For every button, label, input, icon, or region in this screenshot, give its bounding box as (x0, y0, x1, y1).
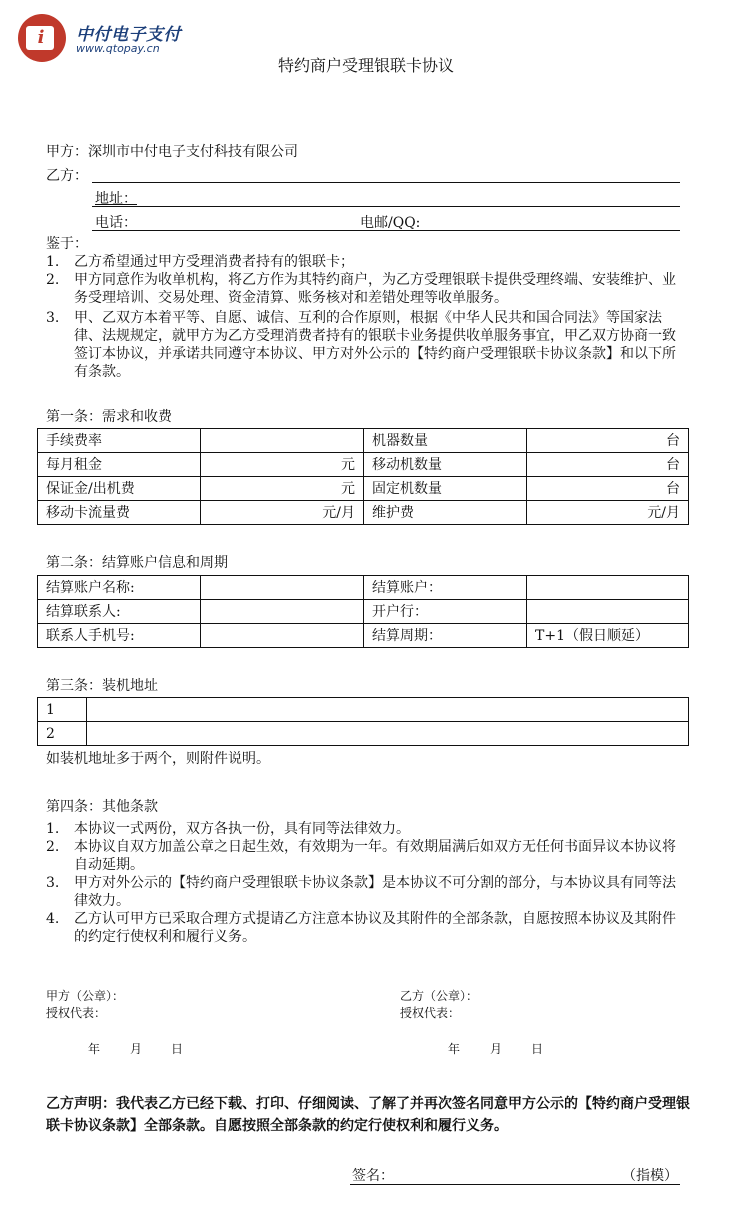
fees-value[interactable]: 台 (527, 477, 689, 501)
address-value[interactable] (87, 698, 689, 722)
settlement-label: 结算账户： (364, 576, 527, 600)
whereas-item-text: 甲、乙双方本着平等、自愿、诚信、互利的合作原则，根据《中华人民共和国合同法》等国家法律、法规规定，就甲方为乙方受理消费者持有的银联卡业务提供收单服务事宜，甲乙双方协商一致签订本协议，并承诺共同遵守本协议、甲方对外公示的【特约商户受理银联卡协议条款】和以下所有条款。 (74, 310, 676, 380)
phone-email-line[interactable] (92, 230, 680, 231)
settlement-table (37, 575, 689, 648)
article4-item-4 (46, 910, 687, 946)
settlement-label: 结算联系人: (38, 600, 201, 624)
settlement-label: 结算周期： (364, 624, 527, 648)
article4-item-text: 本协议一式两份，双方各执一份，具有同等法律效力。 (74, 821, 410, 837)
party-jia: 甲方：深圳市中付电子支付科技有限公司 (46, 144, 298, 160)
article4-item-3 (46, 874, 687, 910)
settlement-value[interactable] (201, 576, 364, 600)
address-value[interactable] (87, 722, 689, 746)
whereas-item-text: 乙方希望通过甲方受理消费者持有的银联卡； (74, 254, 354, 270)
fees-label: 维护费 (364, 501, 527, 525)
sign-label: 签名： (352, 1168, 394, 1184)
table-row (38, 698, 689, 722)
table-row (38, 600, 689, 624)
article4-item-1 (46, 820, 687, 838)
settlement-value[interactable] (201, 624, 364, 648)
article4-item-num: 1. (46, 821, 60, 837)
jia-rep-label: 授权代表： (46, 1006, 107, 1020)
jia-seal-label: 甲方（公章）： (46, 989, 125, 1003)
article4-item-2 (46, 838, 687, 874)
table-row (38, 624, 689, 648)
whereas-heading: 鉴于： (46, 236, 88, 252)
party-yi-line[interactable] (92, 182, 680, 183)
whereas-item-2 (46, 271, 687, 307)
whereas-item-num: 2. (46, 272, 60, 288)
phone-label: 电话： (95, 215, 137, 231)
fees-label: 移动机数量 (364, 453, 527, 477)
address-index: 2 (38, 722, 87, 746)
table-row (38, 576, 689, 600)
jia-date-month: 月 (130, 1042, 143, 1056)
table-row (38, 477, 689, 501)
address-line[interactable] (92, 206, 680, 207)
table-row (38, 429, 689, 453)
signature-line[interactable] (350, 1184, 680, 1185)
fingerprint-label: （指模） (622, 1168, 678, 1184)
declaration: 乙方声明：我代表乙方已经下载、打印、仔细阅读、了解了并再次签名同意甲方公示的【特约商户受理银联卡协议条款】全部条款。自愿按照全部条款的约定行使权利和履行义务。 (46, 1096, 690, 1134)
settlement-label: 开户行： (364, 600, 527, 624)
article4-item-num: 3. (46, 875, 60, 891)
address-note: 如装机地址多于两个，则附件说明。 (46, 751, 270, 767)
logo-name: 中付电子支付 (76, 25, 181, 45)
fees-label: 移动卡流量费 (38, 501, 201, 525)
whereas-item-num: 1. (46, 254, 60, 270)
fees-table (37, 428, 689, 525)
article4-item-num: 2. (46, 839, 60, 855)
jia-date-year: 年 (88, 1042, 101, 1056)
whereas-item-3 (46, 309, 687, 381)
table-row (38, 722, 689, 746)
article4-item-text: 本协议自双方加盖公章之日起生效，有效期为一年。有效期届满后如双方无任何书面异议本协议将自动延期。 (74, 839, 676, 873)
whereas-item-1 (46, 253, 687, 271)
page-title: 特约商户受理银联卡协议 (277, 56, 454, 75)
settlement-value[interactable] (527, 600, 689, 624)
settlement-label: 结算账户名称: (38, 576, 201, 600)
article2-heading: 第二条：结算账户信息和周期 (46, 555, 228, 571)
jia-date-day: 日 (171, 1042, 184, 1056)
party-yi-label: 乙方： (46, 168, 88, 184)
fees-label: 保证金/出机费 (38, 477, 201, 501)
email-label: 电邮/QQ: (360, 215, 421, 231)
settlement-label: 联系人手机号: (38, 624, 201, 648)
fees-value[interactable]: 台 (527, 429, 689, 453)
table-row (38, 501, 689, 525)
fees-value[interactable]: 台 (527, 453, 689, 477)
whereas-item-num: 3. (46, 310, 60, 326)
yi-seal-label: 乙方（公章）： (400, 989, 479, 1003)
fees-value[interactable] (201, 429, 364, 453)
fees-value[interactable]: 元/月 (527, 501, 689, 525)
address-index: 1 (38, 698, 87, 722)
fees-value[interactable]: 元 (201, 453, 364, 477)
yi-date-day: 日 (531, 1042, 544, 1056)
settlement-value[interactable]: T+1（假日顺延） (527, 624, 689, 648)
whereas-item-text: 甲方同意作为收单机构，将乙方作为其特约商户，为乙方受理银联卡提供受理终端、安装维护、业务受理培训、交易处理、资金清算、账务核对和差错处理等收单服务。 (74, 272, 676, 306)
article4-item-text: 乙方认可甲方已采取合理方式提请乙方注意本协议及其附件的全部条款，自愿按照本协议及其附件的约定行使权利和履行义务。 (74, 911, 676, 945)
article3-heading: 第三条：装机地址 (46, 678, 158, 694)
logo-url: www.qtopay.cn (76, 42, 160, 55)
address-label: 地址： (95, 191, 137, 207)
fees-label: 手续费率 (38, 429, 201, 453)
fees-label: 每月租金 (38, 453, 201, 477)
article4-heading: 第四条：其他条款 (46, 799, 158, 815)
yi-rep-label: 授权代表： (400, 1006, 461, 1020)
fees-value[interactable]: 元/月 (201, 501, 364, 525)
article1-heading: 第一条：需求和收费 (46, 409, 172, 425)
fees-label: 固定机数量 (364, 477, 527, 501)
fees-value[interactable]: 元 (201, 477, 364, 501)
yi-date-month: 月 (490, 1042, 503, 1056)
article4-item-text: 甲方对外公示的【特约商户受理银联卡协议条款】是本协议不可分割的部分，与本协议具有同等法律效力。 (74, 875, 676, 909)
logo-glyph: i (37, 27, 45, 48)
article4-item-num: 4. (46, 911, 60, 927)
table-row (38, 453, 689, 477)
settlement-value[interactable] (527, 576, 689, 600)
address-table (37, 697, 689, 746)
fees-label: 机器数量 (364, 429, 527, 453)
yi-date-year: 年 (448, 1042, 461, 1056)
settlement-value[interactable] (201, 600, 364, 624)
